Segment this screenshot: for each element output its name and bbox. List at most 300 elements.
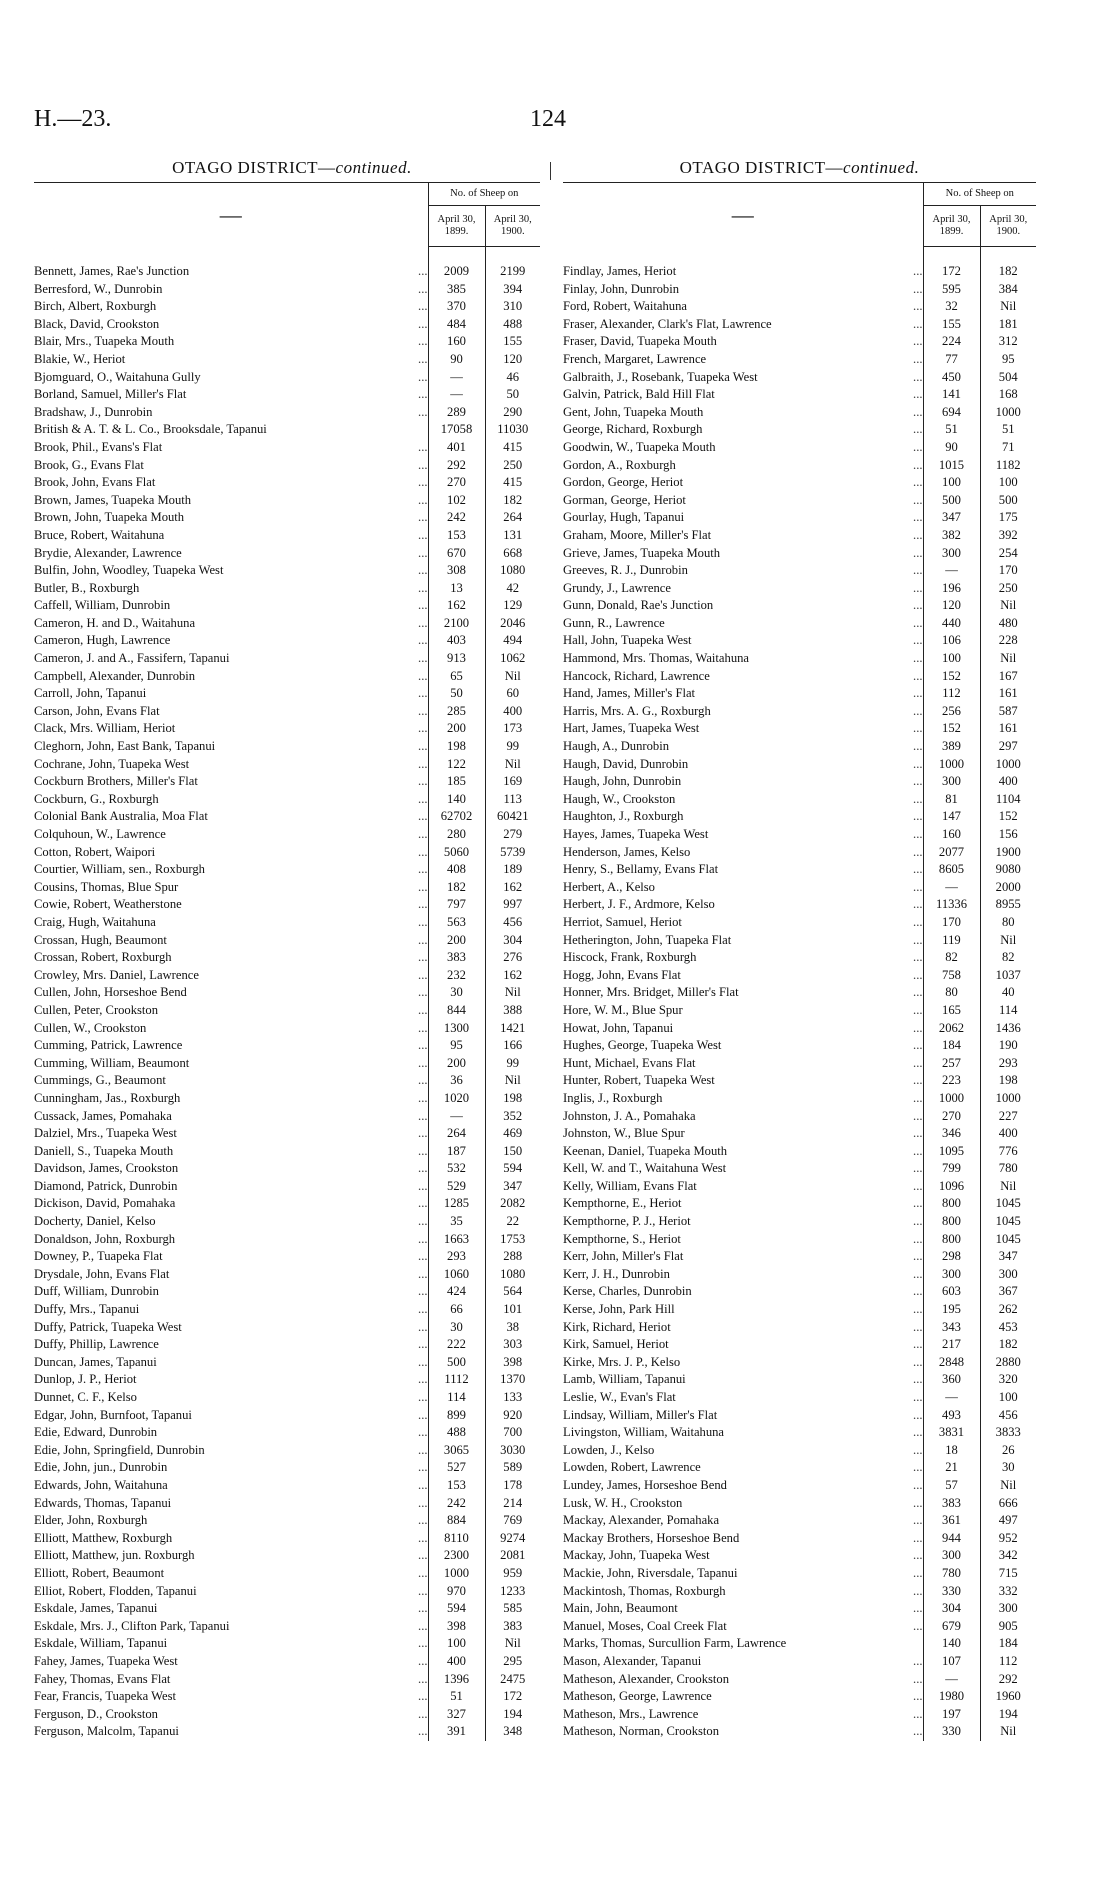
table-row bbox=[34, 404, 540, 422]
leader-dots: ... bbox=[913, 1724, 923, 1739]
table-row bbox=[563, 1671, 1036, 1689]
table-row bbox=[34, 949, 540, 967]
owner-name bbox=[563, 1424, 911, 1442]
sheep-count-1900: 194 bbox=[998, 1706, 1018, 1721]
sheep-count-1900: Nil bbox=[504, 985, 521, 1000]
table-row bbox=[34, 1213, 540, 1231]
owner-name bbox=[34, 492, 416, 510]
sheep-count-1900: 348 bbox=[503, 1724, 523, 1739]
leader-dots: ... bbox=[418, 844, 428, 859]
owner-name bbox=[34, 1688, 416, 1706]
sheep-count-1900: 456 bbox=[503, 914, 523, 929]
leader-dots: ... bbox=[418, 1090, 428, 1105]
owner-name-text: British & A. T. & L. Co., Brooksdale, Tapanui bbox=[34, 422, 270, 436]
right-rows bbox=[563, 263, 1036, 1741]
sheep-count-1900: 46 bbox=[506, 369, 520, 384]
sheep-count-1900: 288 bbox=[503, 1249, 523, 1264]
leader-dots: ... bbox=[913, 1020, 923, 1035]
owner-name bbox=[34, 351, 416, 369]
table-row bbox=[563, 1195, 1036, 1213]
sheep-count-1899: 36 bbox=[428, 1072, 485, 1090]
sheep-count-1900: 310 bbox=[503, 299, 523, 314]
owner-name-text: Daniell, S., Tuapeka Mouth bbox=[34, 1144, 176, 1158]
leader-dots: ... bbox=[913, 1601, 923, 1616]
date-1900-header: April 30, 1900. bbox=[980, 206, 1036, 247]
leader-dots: ... bbox=[913, 527, 923, 542]
leader-dots: ... bbox=[418, 492, 428, 507]
owner-name bbox=[563, 1495, 911, 1513]
sheep-count-1899: 100 bbox=[923, 650, 980, 668]
leader-dots: ... bbox=[913, 334, 923, 349]
leader-dots: ... bbox=[913, 1530, 923, 1545]
sheep-count-1900: 400 bbox=[503, 703, 523, 718]
leader-dots: ... bbox=[913, 721, 923, 736]
table-row bbox=[563, 1688, 1036, 1706]
owner-name-text: Haugh, W., Crookston bbox=[563, 792, 678, 806]
owner-name-text: Duffy, Patrick, Tuapeka West bbox=[34, 1320, 185, 1334]
sheep-count-1899: 3831 bbox=[923, 1424, 980, 1442]
owner-name bbox=[563, 949, 911, 967]
owner-name-text: Kempthorne, P. J., Heriot bbox=[563, 1214, 694, 1228]
leader-dots: ... bbox=[418, 598, 428, 613]
owner-name bbox=[563, 685, 911, 703]
sheep-count-1900: 564 bbox=[503, 1284, 523, 1299]
owner-name-text: Brown, James, Tuapeka Mouth bbox=[34, 493, 194, 507]
table-row bbox=[563, 826, 1036, 844]
owner-name-text: Fahey, Thomas, Evans Flat bbox=[34, 1672, 173, 1686]
owner-name bbox=[563, 1143, 911, 1161]
leader-dots: ... bbox=[913, 862, 923, 877]
table-row bbox=[563, 1055, 1036, 1073]
leader-dots: ... bbox=[913, 1108, 923, 1123]
sheep-count-1900: 300 bbox=[998, 1601, 1018, 1616]
sheep-count-1899: 11336 bbox=[923, 896, 980, 914]
leader-dots: ... bbox=[418, 985, 428, 1000]
sheep-count-1899: 57 bbox=[923, 1477, 980, 1495]
table-row bbox=[563, 632, 1036, 650]
sheep-count-1900: 190 bbox=[998, 1038, 1018, 1053]
leader-dots: ... bbox=[913, 1689, 923, 1704]
table-row bbox=[34, 439, 540, 457]
sheep-count-1899: 147 bbox=[923, 808, 980, 826]
leader-dots: ... bbox=[418, 1002, 428, 1017]
owner-name-text: Crossan, Robert, Roxburgh bbox=[34, 950, 175, 964]
sheep-count-1900: 80 bbox=[1001, 914, 1015, 929]
owner-name-text: Kempthorne, S., Heriot bbox=[563, 1232, 684, 1246]
leader-dots: ... bbox=[418, 457, 428, 472]
owner-name bbox=[34, 967, 416, 985]
table-row bbox=[563, 1477, 1036, 1495]
table-row bbox=[563, 1653, 1036, 1671]
sheep-count-1900: 38 bbox=[506, 1319, 520, 1334]
leader-dots: ... bbox=[418, 721, 428, 736]
leader-dots: ... bbox=[913, 1266, 923, 1281]
leader-dots: ... bbox=[913, 1477, 923, 1492]
sheep-count-1900: 198 bbox=[998, 1073, 1018, 1088]
owner-name-text: Ferguson, D., Crookston bbox=[34, 1707, 161, 1721]
owner-name bbox=[34, 1283, 416, 1301]
sheep-count-1900: 1000 bbox=[995, 1090, 1021, 1105]
owner-name bbox=[563, 492, 911, 510]
sheep-count-1900: 214 bbox=[503, 1495, 523, 1510]
sheep-count-1900: 290 bbox=[503, 404, 523, 419]
table-row bbox=[563, 1565, 1036, 1583]
leader-dots: ... bbox=[418, 1513, 428, 1528]
sheep-count-1900: 161 bbox=[998, 686, 1018, 701]
owner-name-text: Cullen, Peter, Crookston bbox=[34, 1003, 161, 1017]
leader-dots: ... bbox=[418, 1284, 428, 1299]
leader-dots: ... bbox=[418, 1671, 428, 1686]
leader-dots: ... bbox=[418, 1178, 428, 1193]
sheep-count-1899: 8605 bbox=[923, 861, 980, 879]
owner-name-text: Duff, William, Dunrobin bbox=[34, 1284, 162, 1298]
table-row bbox=[34, 879, 540, 897]
sheep-count-1900: 776 bbox=[998, 1143, 1018, 1158]
sheep-count-1900: 1182 bbox=[995, 457, 1021, 472]
leader-dots: ... bbox=[418, 1231, 428, 1246]
owner-name bbox=[563, 1283, 911, 1301]
sheep-count-1899: 21 bbox=[923, 1459, 980, 1477]
sheep-count-1899: 77 bbox=[923, 351, 980, 369]
sheep-count-1900: 342 bbox=[998, 1548, 1018, 1563]
table-row bbox=[563, 914, 1036, 932]
owner-name bbox=[563, 263, 911, 281]
table-row bbox=[563, 351, 1036, 369]
sheep-count-1899: 17058 bbox=[428, 421, 485, 439]
sheep-count-1900: 1900 bbox=[995, 844, 1021, 859]
owner-name bbox=[34, 1653, 416, 1671]
leader-dots: ... bbox=[913, 457, 923, 472]
owner-name-text: Fraser, Alexander, Clark's Flat, Lawrence bbox=[563, 317, 775, 331]
sheep-count-1900: 594 bbox=[503, 1161, 523, 1176]
leader-dots: ... bbox=[913, 967, 923, 982]
sheep-count-1900: 3833 bbox=[995, 1425, 1021, 1440]
sheep-count-1900: 1045 bbox=[995, 1214, 1021, 1229]
sheep-count-1899: 232 bbox=[428, 967, 485, 985]
owner-name-text: Grundy, J., Lawrence bbox=[563, 581, 674, 595]
table-row bbox=[563, 1354, 1036, 1372]
leader-dots: ... bbox=[913, 1407, 923, 1422]
sheep-count-1900: 1753 bbox=[500, 1231, 526, 1246]
owner-name-text: Courtier, William, sen., Roxburgh bbox=[34, 862, 208, 876]
table-row bbox=[34, 1371, 540, 1389]
owner-name-text: Bruce, Robert, Waitahuna bbox=[34, 528, 167, 542]
leader-dots: ... bbox=[913, 1126, 923, 1141]
owner-name bbox=[34, 1600, 416, 1618]
owner-name-text: Fear, Francis, Tuapeka West bbox=[34, 1689, 179, 1703]
leader-dots: ... bbox=[418, 1653, 428, 1668]
sheep-count-1900: 30 bbox=[1001, 1460, 1015, 1475]
sheep-count-1900: 666 bbox=[998, 1495, 1018, 1510]
owner-name bbox=[563, 826, 911, 844]
owner-name-text: Inglis, J., Roxburgh bbox=[563, 1091, 665, 1105]
owner-name-text: Eskdale, William, Tapanui bbox=[34, 1636, 170, 1650]
sheep-count-1899: 1285 bbox=[428, 1195, 485, 1213]
owner-name-text: Donaldson, John, Roxburgh bbox=[34, 1232, 178, 1246]
owner-name bbox=[563, 298, 911, 316]
sheep-count-1900: 312 bbox=[998, 334, 1018, 349]
leader-dots: ... bbox=[913, 1337, 923, 1352]
owner-name bbox=[563, 632, 911, 650]
sheep-count-1899: 603 bbox=[923, 1283, 980, 1301]
sheep-count-1899: 153 bbox=[428, 527, 485, 545]
owner-name bbox=[34, 1266, 416, 1284]
sheep-count-1900: 172 bbox=[503, 1689, 523, 1704]
owner-name bbox=[563, 1108, 911, 1126]
owner-name bbox=[563, 527, 911, 545]
leader-dots: ... bbox=[913, 1671, 923, 1686]
table-row bbox=[34, 1055, 540, 1073]
table-row bbox=[563, 685, 1036, 703]
table-row bbox=[563, 1020, 1036, 1038]
owner-name-text: Henry, S., Bellamy, Evans Flat bbox=[563, 862, 721, 876]
sheep-count-1899: 30 bbox=[428, 984, 485, 1002]
owner-name-text: Hughes, George, Tuapeka West bbox=[563, 1038, 724, 1052]
owner-name bbox=[563, 738, 911, 756]
sheep-count-1900: 769 bbox=[503, 1513, 523, 1528]
owner-name-text: Bradshaw, J., Dunrobin bbox=[34, 405, 155, 419]
sheep-count-1899: 1015 bbox=[923, 457, 980, 475]
sheep-count-1899: 81 bbox=[923, 791, 980, 809]
district-title-text: OTAGO DISTRICT— bbox=[679, 158, 844, 177]
sheep-count-1899: 242 bbox=[428, 509, 485, 527]
sheep-count-1900: 1080 bbox=[500, 1266, 526, 1281]
sheep-count-1900: 398 bbox=[503, 1354, 523, 1369]
owner-name-text: Cameron, J. and A., Fassifern, Tapanui bbox=[34, 651, 232, 665]
leader-dots: ... bbox=[418, 809, 428, 824]
sheep-count-1899: 1112 bbox=[428, 1371, 485, 1389]
table-row bbox=[563, 879, 1036, 897]
sheep-count-1899: 1000 bbox=[923, 1090, 980, 1108]
leader-dots: ... bbox=[418, 281, 428, 296]
sheep-count-1899: — bbox=[923, 1389, 980, 1407]
table-row bbox=[563, 791, 1036, 809]
sheep-count-1899: 170 bbox=[923, 914, 980, 932]
sheep-count-1899: 200 bbox=[428, 932, 485, 950]
owner-name bbox=[34, 861, 416, 879]
table-row bbox=[563, 984, 1036, 1002]
sheep-count-1900: 262 bbox=[998, 1302, 1018, 1317]
owner-name bbox=[34, 808, 416, 826]
sheep-count-1900: 300 bbox=[998, 1266, 1018, 1281]
owner-name-text: Henderson, James, Kelso bbox=[563, 845, 693, 859]
owner-name bbox=[34, 1231, 416, 1249]
sheep-count-1900: 2000 bbox=[995, 879, 1021, 894]
table-row bbox=[563, 1583, 1036, 1601]
owner-name-text: Gunn, Donald, Rae's Junction bbox=[563, 598, 716, 612]
sheep-count-1900: 129 bbox=[503, 598, 523, 613]
table-row bbox=[563, 597, 1036, 615]
sheep-count-1899: 758 bbox=[923, 967, 980, 985]
sheep-count-1900: 250 bbox=[998, 580, 1018, 595]
owner-name-text: Gordon, George, Heriot bbox=[563, 475, 686, 489]
table-row bbox=[563, 1231, 1036, 1249]
owner-name bbox=[563, 1442, 911, 1460]
owner-name-text: Mackay, John, Tuapeka West bbox=[563, 1548, 713, 1562]
table-row bbox=[563, 949, 1036, 967]
sheep-count-1899: 65 bbox=[428, 668, 485, 686]
table-row bbox=[34, 1002, 540, 1020]
leader-dots: ... bbox=[418, 1055, 428, 1070]
table-row bbox=[34, 914, 540, 932]
owner-name bbox=[34, 1547, 416, 1565]
owner-name bbox=[563, 369, 911, 387]
owner-name bbox=[563, 316, 911, 334]
owner-name bbox=[563, 1512, 911, 1530]
leader-dots: ... bbox=[913, 1249, 923, 1264]
leader-dots: ... bbox=[418, 527, 428, 542]
owner-name bbox=[34, 703, 416, 721]
sheep-count-1900: 161 bbox=[998, 721, 1018, 736]
owner-name bbox=[563, 457, 911, 475]
sheep-count-1900: 400 bbox=[998, 1126, 1018, 1141]
leader-dots: ... bbox=[418, 739, 428, 754]
owner-name-text: Cockburn, G., Roxburgh bbox=[34, 792, 162, 806]
owner-name-text: Kerr, John, Miller's Flat bbox=[563, 1249, 686, 1263]
table-row bbox=[563, 1336, 1036, 1354]
leader-dots: ... bbox=[913, 1390, 923, 1404]
sheep-count-1899: 330 bbox=[923, 1723, 980, 1741]
sheep-count-1900: 167 bbox=[998, 668, 1018, 683]
district-title-right bbox=[563, 158, 1036, 182]
sheep-count-1899: 90 bbox=[428, 351, 485, 369]
table-row bbox=[34, 1477, 540, 1495]
sheep-count-1900: 1037 bbox=[995, 967, 1021, 982]
leader-dots: ... bbox=[418, 334, 428, 349]
date-1899-header: April 30, 1899. bbox=[428, 206, 485, 247]
table-row bbox=[34, 738, 540, 756]
table-row bbox=[34, 1283, 540, 1301]
table-row bbox=[563, 457, 1036, 475]
owner-name bbox=[34, 1178, 416, 1196]
owner-name bbox=[34, 316, 416, 334]
sheep-count-1900: 388 bbox=[503, 1002, 523, 1017]
table-row bbox=[563, 492, 1036, 510]
owner-name bbox=[34, 597, 416, 615]
leader-dots: ... bbox=[913, 615, 923, 630]
leader-dots: ... bbox=[418, 1724, 428, 1739]
leader-dots: ... bbox=[418, 387, 428, 402]
sheep-count-1900: 920 bbox=[503, 1407, 523, 1422]
owner-name bbox=[34, 1037, 416, 1055]
sheep-count-1900: 42 bbox=[506, 580, 520, 595]
sheep-count-1900: 189 bbox=[503, 862, 523, 877]
table-row bbox=[563, 580, 1036, 598]
table-row bbox=[34, 720, 540, 738]
sheep-count-1900: 1960 bbox=[995, 1689, 1021, 1704]
table-row bbox=[563, 1635, 1036, 1653]
leader-dots: ... bbox=[418, 827, 428, 841]
owner-name bbox=[563, 967, 911, 985]
table-row bbox=[34, 386, 540, 404]
sheep-count-1900: 120 bbox=[503, 351, 523, 366]
sheep-count-1899: 107 bbox=[923, 1653, 980, 1671]
table-row bbox=[563, 1547, 1036, 1565]
sheep-count-1899: 160 bbox=[923, 826, 980, 844]
owner-name-text: Mackintosh, Thomas, Roxburgh bbox=[563, 1584, 729, 1598]
table-row bbox=[563, 1706, 1036, 1724]
leader-dots: ... bbox=[418, 1337, 428, 1352]
leader-dots: ... bbox=[418, 1601, 428, 1616]
sheep-count-1899: — bbox=[428, 1108, 485, 1126]
owner-name-text: Duncan, James, Tapanui bbox=[34, 1355, 160, 1369]
owner-name-text: Hall, John, Tuapeka West bbox=[563, 633, 695, 647]
sheep-count-1899: 527 bbox=[428, 1459, 485, 1477]
leader-dots: ... bbox=[913, 1372, 923, 1387]
sheep-count-1900: 1000 bbox=[995, 756, 1021, 771]
leader-dots: ... bbox=[418, 1214, 428, 1229]
owner-name-text: Galbraith, J., Rosebank, Tuapeka West bbox=[563, 370, 761, 384]
owner-name bbox=[34, 1389, 416, 1407]
leader-dots: ... bbox=[913, 545, 923, 560]
leader-dots: ... bbox=[418, 879, 428, 894]
sheep-count-1899: 62702 bbox=[428, 808, 485, 826]
owner-name bbox=[563, 896, 911, 914]
sheep-count-1899: 385 bbox=[428, 281, 485, 299]
table-row bbox=[34, 632, 540, 650]
leader-dots: ... bbox=[418, 1407, 428, 1422]
owner-name-text: Bjomguard, O., Waitahuna Gully bbox=[34, 370, 204, 384]
sheep-count-1899: 242 bbox=[428, 1495, 485, 1513]
sheep-count-1899: 563 bbox=[428, 914, 485, 932]
sheep-count-1899: 298 bbox=[923, 1248, 980, 1266]
sheep-count-1899: 500 bbox=[428, 1354, 485, 1372]
owner-name bbox=[34, 527, 416, 545]
leader-dots: ... bbox=[913, 351, 923, 366]
table-row bbox=[563, 1319, 1036, 1337]
sheep-count-1899: 2077 bbox=[923, 844, 980, 862]
sheep-count-1899: 2848 bbox=[923, 1354, 980, 1372]
owner-name-text: Herriot, Samuel, Heriot bbox=[563, 915, 685, 929]
sheep-count-1899: 152 bbox=[923, 720, 980, 738]
sheep-count-1900: Nil bbox=[504, 1636, 521, 1651]
sheep-count-1900: 168 bbox=[998, 387, 1018, 402]
sheep-count-1900: 60421 bbox=[497, 809, 529, 824]
table-row bbox=[34, 1459, 540, 1477]
sheep-count-1899: 100 bbox=[428, 1635, 485, 1653]
sheep-count-1899: 800 bbox=[923, 1213, 980, 1231]
sheep-count-1899: 304 bbox=[923, 1600, 980, 1618]
table-row bbox=[563, 1213, 1036, 1231]
owner-name-text: Kell, W. and T., Waitahuna West bbox=[563, 1161, 729, 1175]
table-row bbox=[563, 1143, 1036, 1161]
owner-name bbox=[34, 1618, 416, 1636]
owner-name bbox=[563, 650, 911, 668]
sheep-count-1899: 440 bbox=[923, 615, 980, 633]
sheep-count-1900: 133 bbox=[503, 1390, 523, 1404]
table-row bbox=[563, 474, 1036, 492]
sheep-count-1900: 99 bbox=[506, 739, 520, 754]
owner-name bbox=[563, 1618, 911, 1636]
leader-dots: ... bbox=[418, 439, 428, 454]
leader-dots: ... bbox=[418, 791, 428, 806]
leader-dots: ... bbox=[418, 1266, 428, 1281]
owner-name bbox=[563, 1600, 911, 1618]
sheep-count-1900: 95 bbox=[1001, 351, 1015, 366]
district-continued-text: continued. bbox=[335, 158, 412, 177]
owner-name bbox=[34, 932, 416, 950]
owner-name-text: Fraser, David, Tuapeka Mouth bbox=[563, 334, 720, 348]
sheep-count-1899: 800 bbox=[923, 1195, 980, 1213]
table-row bbox=[34, 1495, 540, 1513]
sheep-count-1899: 300 bbox=[923, 1547, 980, 1565]
owner-name bbox=[34, 1125, 416, 1143]
table-row bbox=[34, 1723, 540, 1741]
table-row bbox=[34, 351, 540, 369]
owner-name bbox=[563, 1706, 911, 1724]
owner-name-text: Matheson, Mrs., Lawrence bbox=[563, 1707, 701, 1721]
owner-name-text: Carson, John, Evans Flat bbox=[34, 704, 163, 718]
